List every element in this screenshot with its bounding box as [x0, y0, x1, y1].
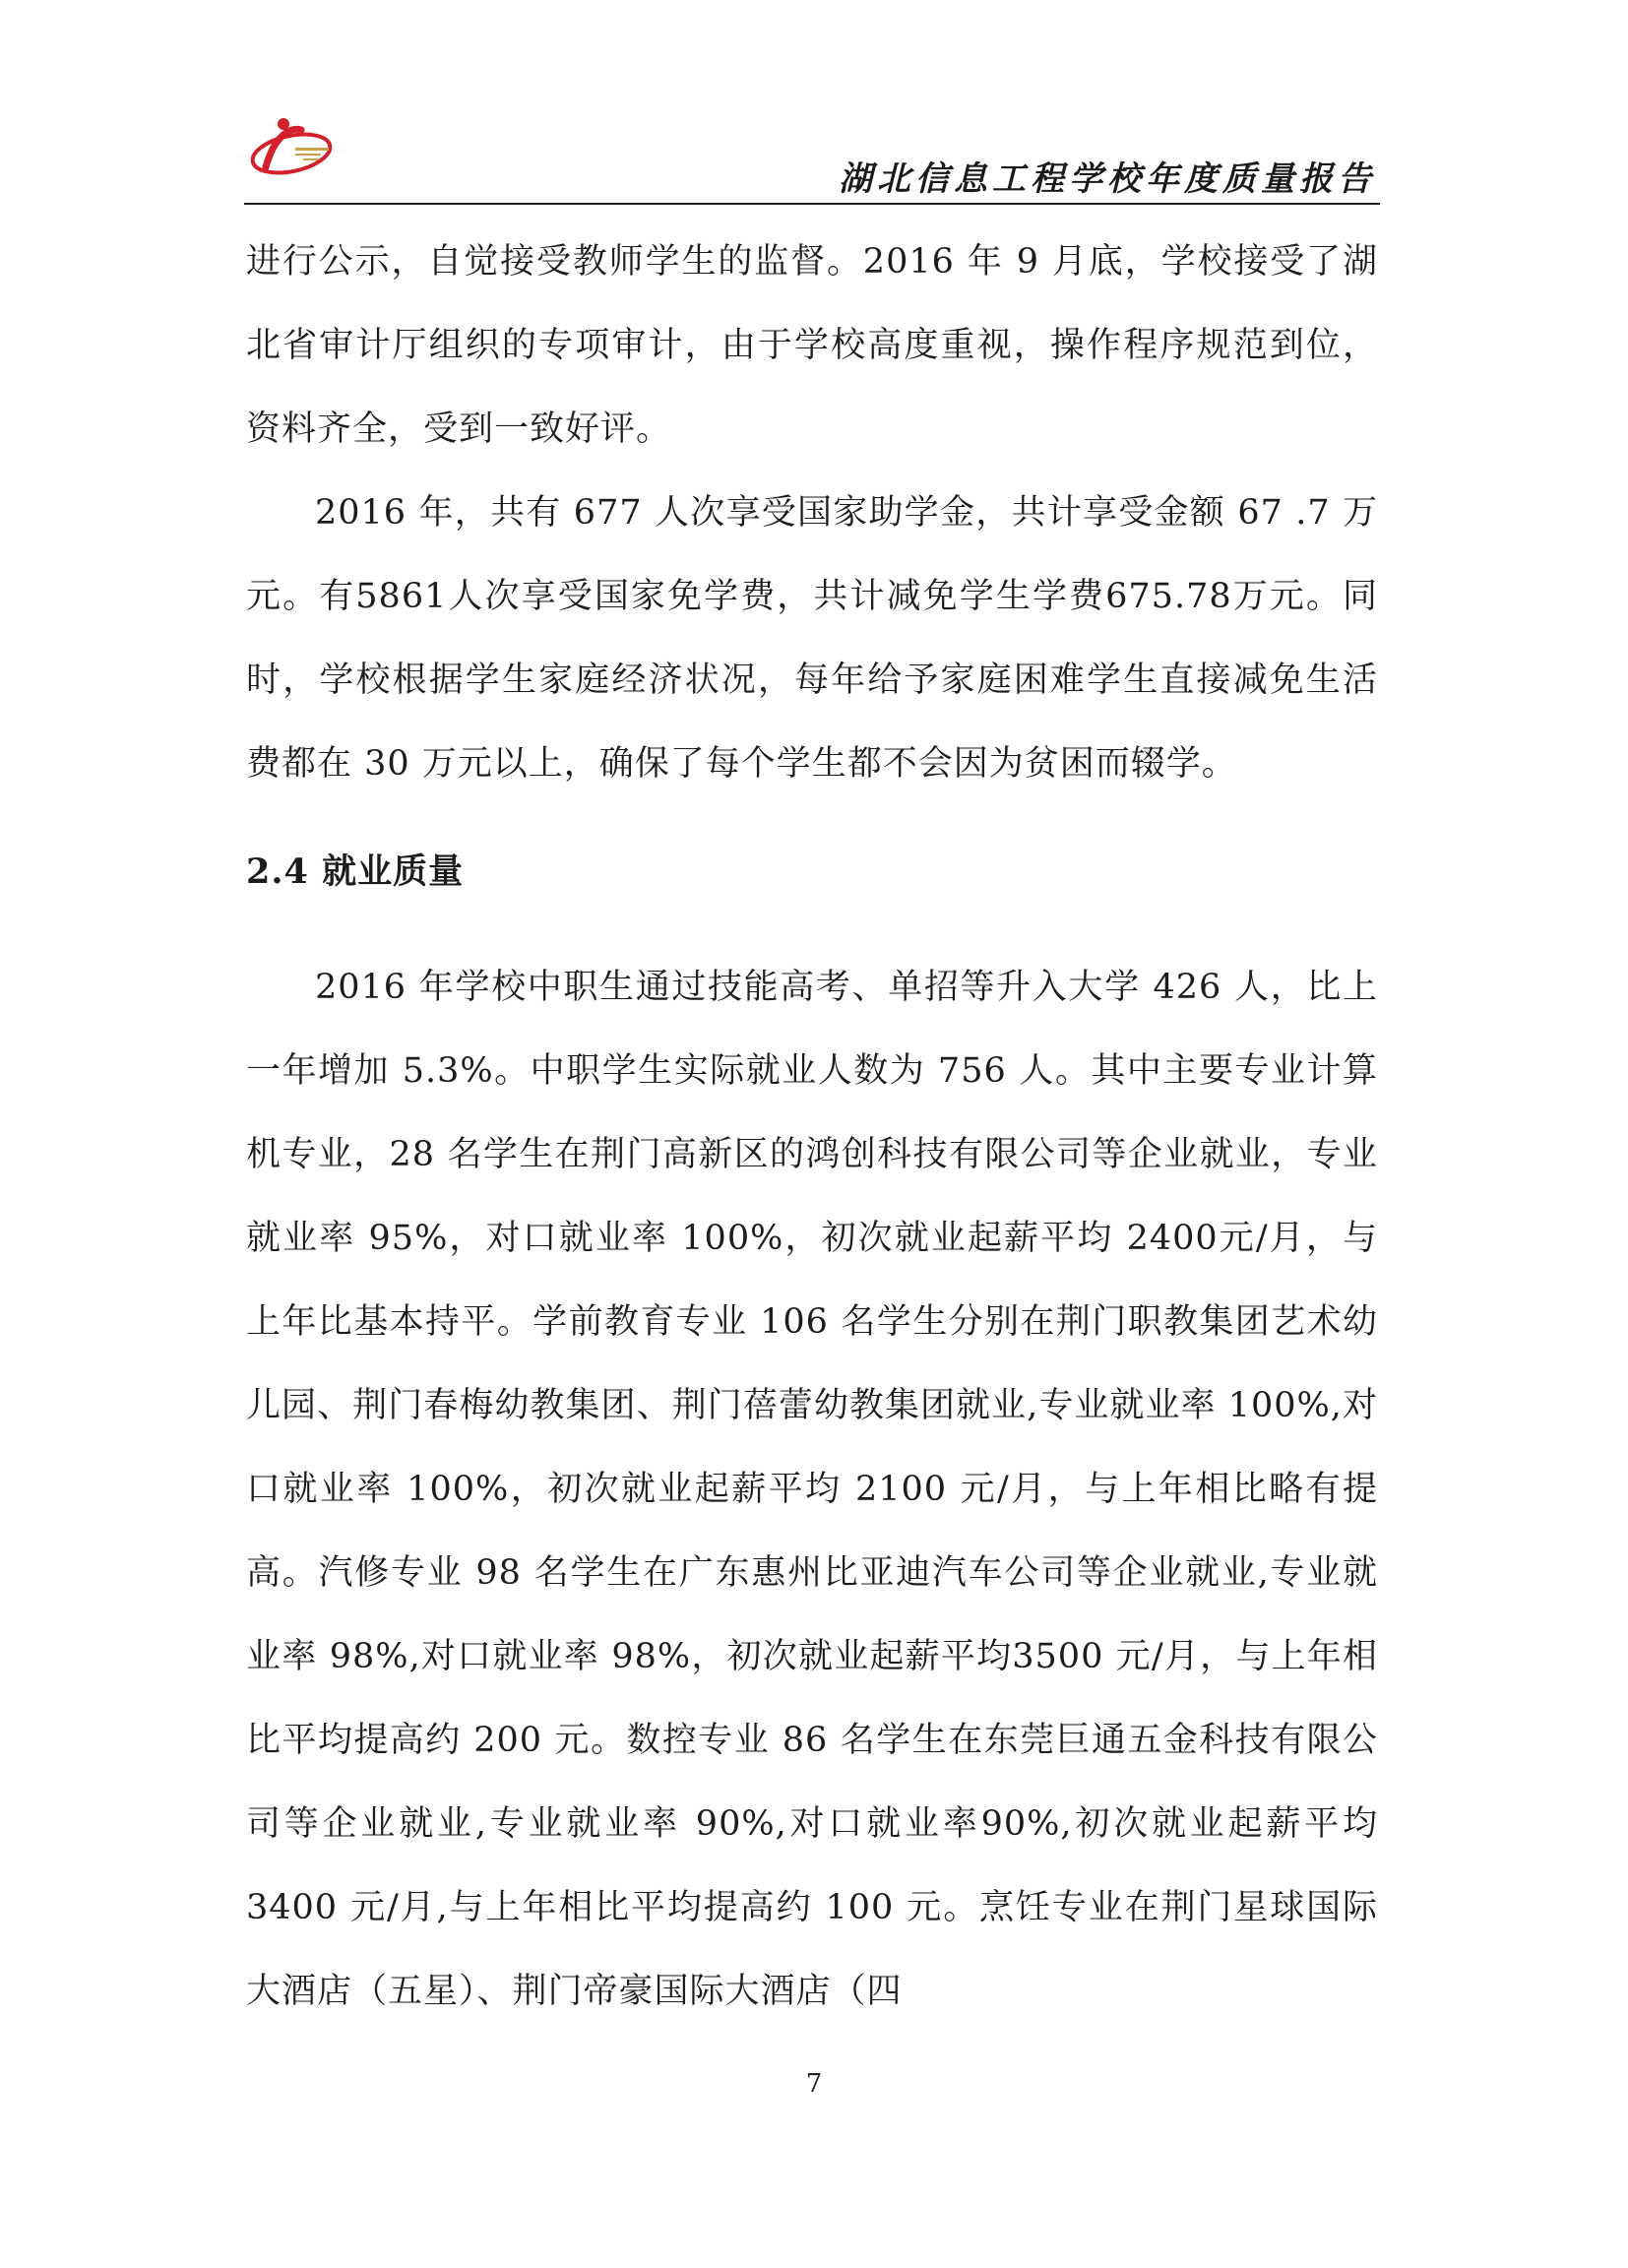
school-logo-icon — [244, 108, 343, 187]
page-number: 7 — [805, 2069, 823, 2099]
paragraph: 2016 年学校中职生通过技能高考、单招等升入大学 426 人，比上一年增加 5.3%。中职学生实际就业人数为 756 人。其中主要专业计算机专业，28 名学生在荆门高新区的鸿创科技有限公司等企业就业，专业就业率 95%，对口就业率 100%，初次就业起薪平均 2400元/月，与上年比基本持平。学前教育专业 106 名学生分别在荆门职教集团艺术幼儿园、荆门春梅幼教集团、荆门蓓蕾幼教集团就业,专业就业率 100%,对口就业率 100%，初次就业起薪平均 2100 元/月，与上年相比略有提高。汽修专业 98 名学生在广东惠州比亚迪汽车公司等企业就业,专业就业率 98%,对口就业率 98%，初次就业起薪平均3500 元/月，与上年相比平均提高约 200 元。数控专业 86 名学生在东莞巨通五金科技有限公司等企业就业,专业就业率 90%,对口就业率90%,初次就业起薪平均 3400 元/月,与上年相比平均提高约 100 元。烹饪专业在荆门星球国际大酒店（五星）、荆门帝豪国际大酒店（四 — [246, 968, 1378, 2011]
section-heading: 2.4 就业质量 — [246, 851, 465, 892]
header-divider — [244, 203, 1380, 205]
paragraph: 进行公示，自觉接受教师学生的监督。2016 年 9 月底，学校接受了湖北省审计厅组织的专项审计，由于学校高度重视，操作程序规范到位，资料齐全，受到一致好评。 — [246, 242, 1378, 449]
paragraph: 2016 年，共有 677 人次享受国家助学金，共计享受金额 67 .7 万元。有5861人次享受国家免学费，共计减免学生学费675.78万元。同时，学校根据学生家庭经济状况，每年给予家庭困难学生直接减免生活费都在 30 万元以上，确保了每个学生都不会因为贫困而辍学。 — [246, 493, 1378, 784]
page-body — [246, 220, 1378, 2034]
header-title: 湖北信息工程学校年度质量报告 — [839, 159, 1376, 199]
page-header — [244, 108, 1380, 205]
